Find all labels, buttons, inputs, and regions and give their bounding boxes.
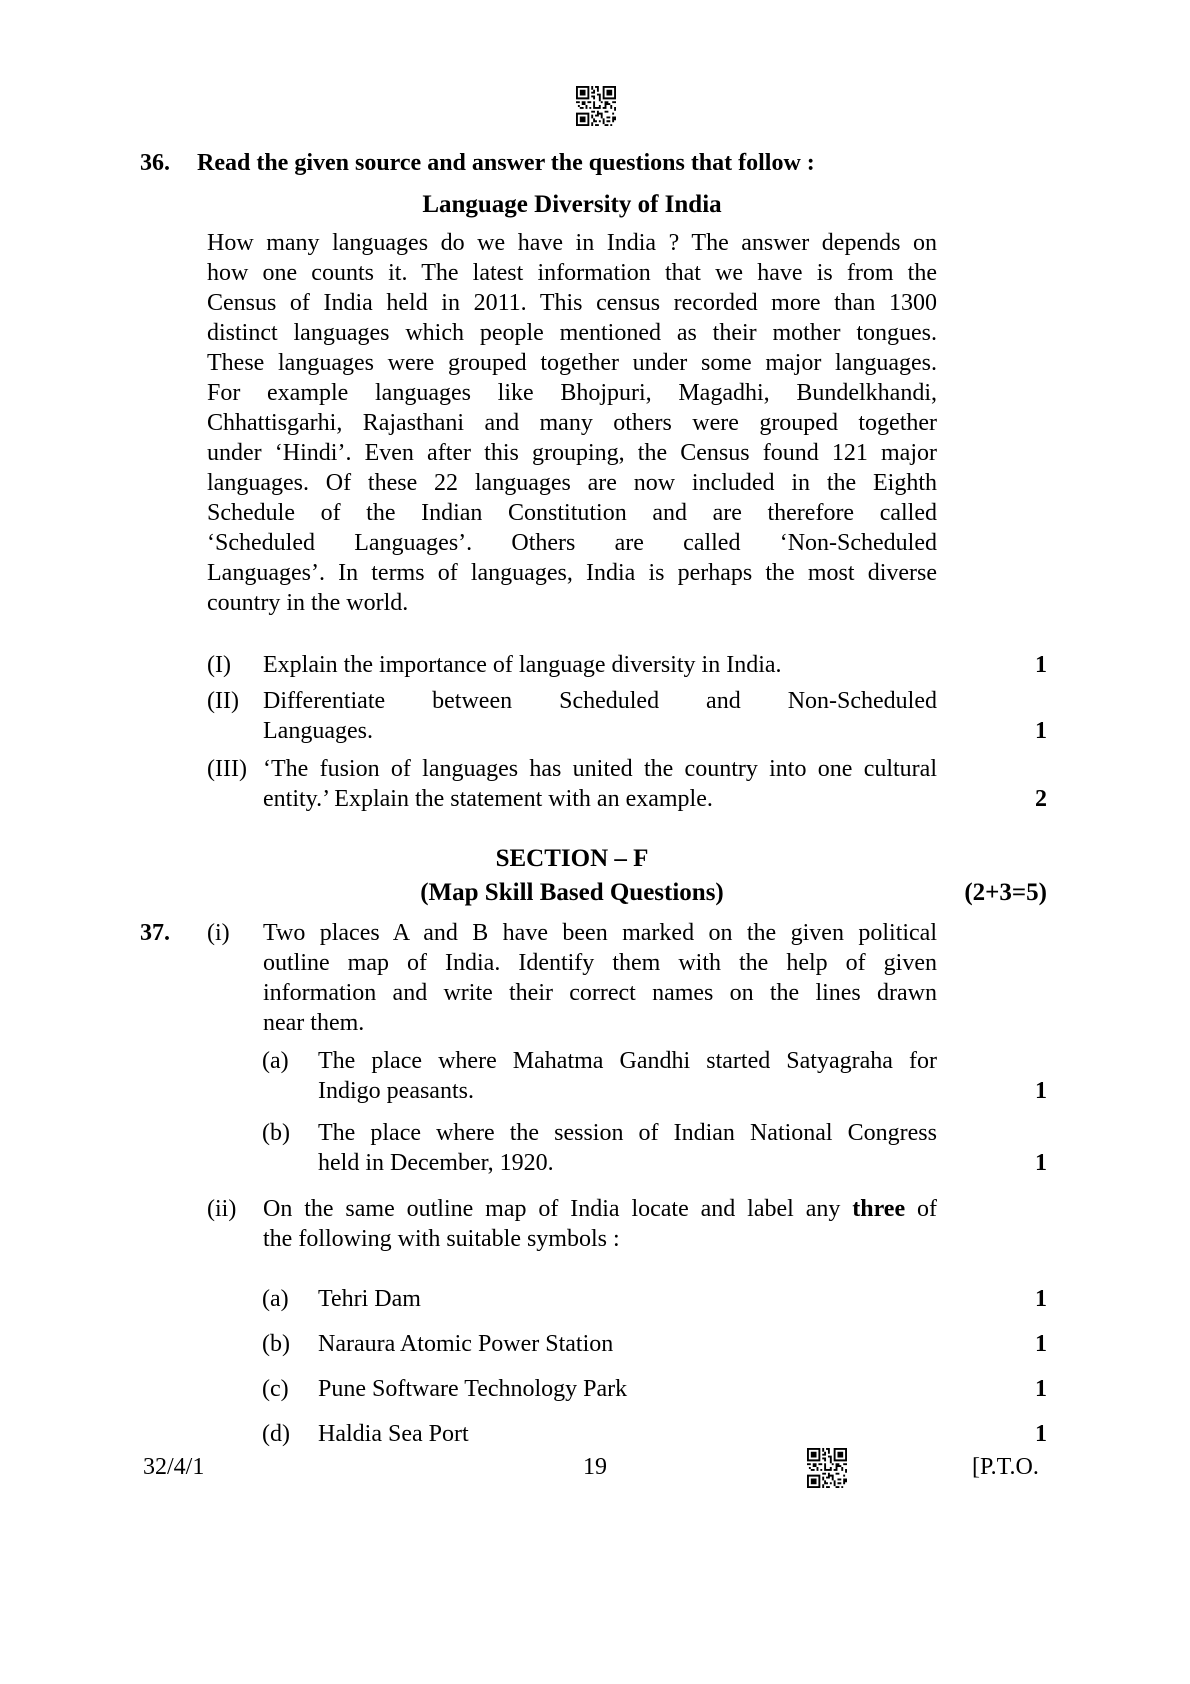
item-label: (d)	[262, 1421, 290, 1447]
text-line: Explain the importance of language diversity in India.	[263, 652, 782, 678]
item-37-ii-b	[0, 1329, 1190, 1359]
section-subtitle: (Map Skill Based Questions)	[420, 879, 724, 906]
text-line: near them.	[263, 1010, 365, 1036]
text-line: the following with suitable symbols :	[263, 1226, 620, 1252]
text-segment: On the same outline map of India locate and label any	[263, 1196, 853, 1222]
marks-value: 1	[1035, 718, 1047, 744]
passage-line: languages. Of these 22 languages are now included in the Eighth	[207, 470, 937, 496]
subquestion-label: (II)	[207, 688, 239, 714]
passage-line: distinct languages which people mentioned as their mother tongues.	[207, 320, 937, 346]
marks-value: 1	[1035, 652, 1047, 678]
text-line: information and write their correct names on the lines drawn	[263, 980, 937, 1006]
part-text	[263, 1194, 937, 1254]
marks-value: 1	[1035, 1078, 1047, 1104]
passage-line: Chhattisgarhi, Rajasthani and many others were grouped together	[207, 410, 937, 436]
subquestion-text	[263, 650, 937, 680]
question-36-prompt: Read the given source and answer the questions that follow :	[197, 150, 815, 176]
section-marks: (2+3=5)	[964, 879, 1047, 906]
part-label: (i)	[207, 920, 230, 946]
passage-line: under ‘Hindi’. Even after this grouping, the Census found 121 major	[207, 440, 937, 466]
subquestion-text	[263, 754, 937, 814]
text-line: ‘The fusion of languages has united the country into one cultural	[263, 756, 937, 782]
marks-value: 1	[1035, 1286, 1047, 1312]
source-passage	[207, 228, 937, 618]
text-line: Two places A and B have been marked on the given political	[263, 920, 937, 946]
passage-line: These languages were grouped together under some major languages.	[207, 350, 937, 376]
subquestion-36-I	[0, 650, 1190, 680]
passage-line: Census of India held in 2011. This census recorded more than 1300	[207, 290, 937, 316]
item-text: Naraura Atomic Power Station	[318, 1331, 614, 1357]
subquestion-36-II	[0, 686, 1190, 746]
item-text	[318, 1046, 937, 1106]
pto-label: [P.T.O.	[972, 1454, 1039, 1480]
question-36-header	[0, 148, 1190, 178]
subquestion-label: (I)	[207, 652, 231, 678]
question-37-part-ii	[0, 1194, 1190, 1254]
subquestion-36-III	[0, 754, 1190, 814]
item-37-i-b	[0, 1118, 1190, 1178]
subquestion-label: (III)	[207, 756, 247, 782]
question-37-number: 37.	[140, 920, 170, 946]
text-line: entity.’ Explain the statement with an example.	[263, 786, 713, 812]
part-label: (ii)	[207, 1196, 237, 1222]
passage-line: Languages’. In terms of languages, India is perhaps the most diverse	[207, 560, 937, 586]
section-title: SECTION – F	[495, 845, 649, 872]
text-line: The place where the session of Indian National Congress	[318, 1120, 937, 1146]
page-content	[0, 148, 1190, 1449]
text-line: Differentiate between Scheduled and Non-Scheduled	[263, 688, 937, 714]
text-line: outline map of India. Identify them with the help of given	[263, 950, 937, 976]
text-line: held in December, 1920.	[318, 1150, 554, 1176]
text-line: The place where Mahatma Gandhi started Satyagraha for	[318, 1048, 937, 1074]
qr-code-icon	[575, 86, 617, 126]
item-label: (b)	[262, 1120, 290, 1146]
question-37-part-i	[0, 918, 1190, 1038]
part-text	[263, 918, 937, 1038]
paper-code: 32/4/1	[143, 1454, 205, 1480]
subquestion-text	[263, 686, 937, 746]
marks-value: 1	[1035, 1150, 1047, 1176]
item-37-ii-a	[0, 1284, 1190, 1314]
item-37-ii-d	[0, 1419, 1190, 1449]
marks-value: 1	[1035, 1331, 1047, 1357]
item-37-i-a	[0, 1046, 1190, 1106]
passage-line: For example languages like Bhojpuri, Magadhi, Bundelkhandi,	[207, 380, 937, 406]
passage-line: how one counts it. The latest information that we have is from the	[207, 260, 937, 286]
item-text: Haldia Sea Port	[318, 1421, 469, 1447]
item-label: (b)	[262, 1331, 290, 1357]
text-line	[263, 1194, 937, 1224]
item-label: (c)	[262, 1376, 289, 1402]
marks-value: 2	[1035, 786, 1047, 812]
item-text	[318, 1118, 937, 1178]
qr-code-icon	[806, 1448, 848, 1488]
marks-value: 1	[1035, 1421, 1047, 1447]
text-line: Indigo peasants.	[318, 1078, 474, 1104]
marks-value: 1	[1035, 1376, 1047, 1402]
item-text: Pune Software Technology Park	[318, 1376, 628, 1402]
page-number: 19	[583, 1454, 607, 1480]
item-37-ii-c	[0, 1374, 1190, 1404]
text-line: Languages.	[263, 718, 373, 744]
item-text: Tehri Dam	[318, 1286, 421, 1312]
page-footer	[0, 1452, 1190, 1482]
passage-line: Schedule of the Indian Constitution and are therefore called	[207, 500, 937, 526]
passage-line: ‘Scheduled Languages’. Others are called ‘Non-Scheduled	[207, 530, 937, 556]
question-36-number: 36.	[140, 150, 170, 176]
text-segment: of	[905, 1196, 937, 1222]
text-segment-bold: three	[852, 1196, 906, 1222]
item-label: (a)	[262, 1286, 289, 1312]
source-title: Language Diversity of India	[422, 191, 722, 218]
passage-line: How many languages do we have in India ? The answer depends on	[207, 230, 937, 256]
item-label: (a)	[262, 1048, 289, 1074]
passage-line: country in the world.	[207, 590, 409, 616]
section-f-header	[207, 842, 1047, 910]
